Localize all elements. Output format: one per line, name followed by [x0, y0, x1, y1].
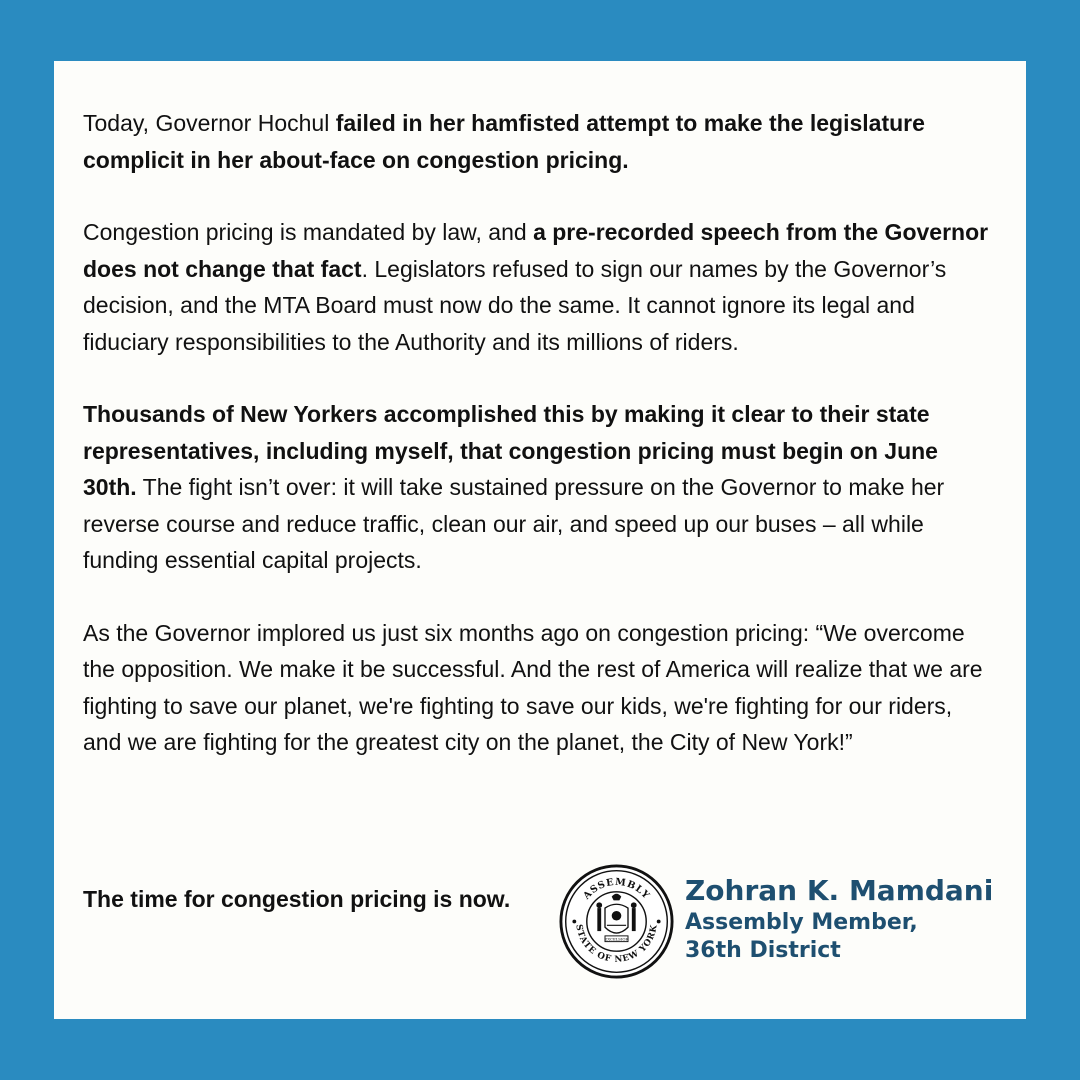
- paragraph-1-lead: Today, Governor Hochul: [83, 110, 336, 136]
- paragraph-3: [83, 396, 995, 579]
- assembly-seal-icon: [559, 864, 674, 979]
- paragraph-2-emphasis: a pre-recorded speech from the Governor does not change that fact: [83, 219, 989, 282]
- seal-bottom-text: STATE OF NEW YORK: [573, 923, 660, 965]
- paragraph-1: [83, 105, 995, 178]
- statement-card: [54, 61, 1026, 1019]
- signature-block: [685, 873, 993, 965]
- paragraph-4-quote: As the Governor implored us just six months ago on congestion pricing: “We overcome the opposition. We make it be successful. And the rest of America will realize that we are fighting to save our planet, we're fighting to save our kids, we're fighting for our riders, and we are fighting for the greatest city on the planet, the City of New York!”: [83, 619, 983, 755]
- paragraph-2-rest: . Legislators refused to sign our names by the Governor’s decision, and the MTA Board must now do the same. It cannot ignore its legal and fiduciary responsibilities to the Authority and its millions of riders.: [83, 255, 947, 355]
- closing-line: The time for congestion pricing is now.: [83, 886, 511, 912]
- paragraph-3-rest: The fight isn’t over: it will take sustained pressure on the Governor to make her reverse course and reduce traffic, clean our air, and speed up our buses – all while funding essential capital projects.: [83, 474, 945, 573]
- signer-title-line-2: 36th District: [685, 938, 841, 963]
- paragraph-2-lead: Congestion pricing is mandated by law, and: [83, 219, 534, 245]
- seal-motto: EXCELSIOR: [604, 936, 629, 942]
- paragraph-1-emphasis: failed in her hamfisted attempt to make the legislature complicit in her about-face on congestion pricing.: [83, 110, 925, 173]
- paragraph-2: [83, 214, 995, 360]
- statement-body: [83, 105, 995, 797]
- paragraph-3-emphasis: Thousands of New Yorkers accomplished this by making it clear to their state representatives, including myself, that congestion pricing must begin on June 30th.: [83, 401, 938, 500]
- signer-title-line-1: Assembly Member,: [685, 910, 918, 935]
- signer-name: Zohran K. Mamdani: [685, 874, 994, 907]
- seal-top-text: ASSEMBLY: [581, 876, 652, 902]
- paragraph-4: [83, 615, 995, 761]
